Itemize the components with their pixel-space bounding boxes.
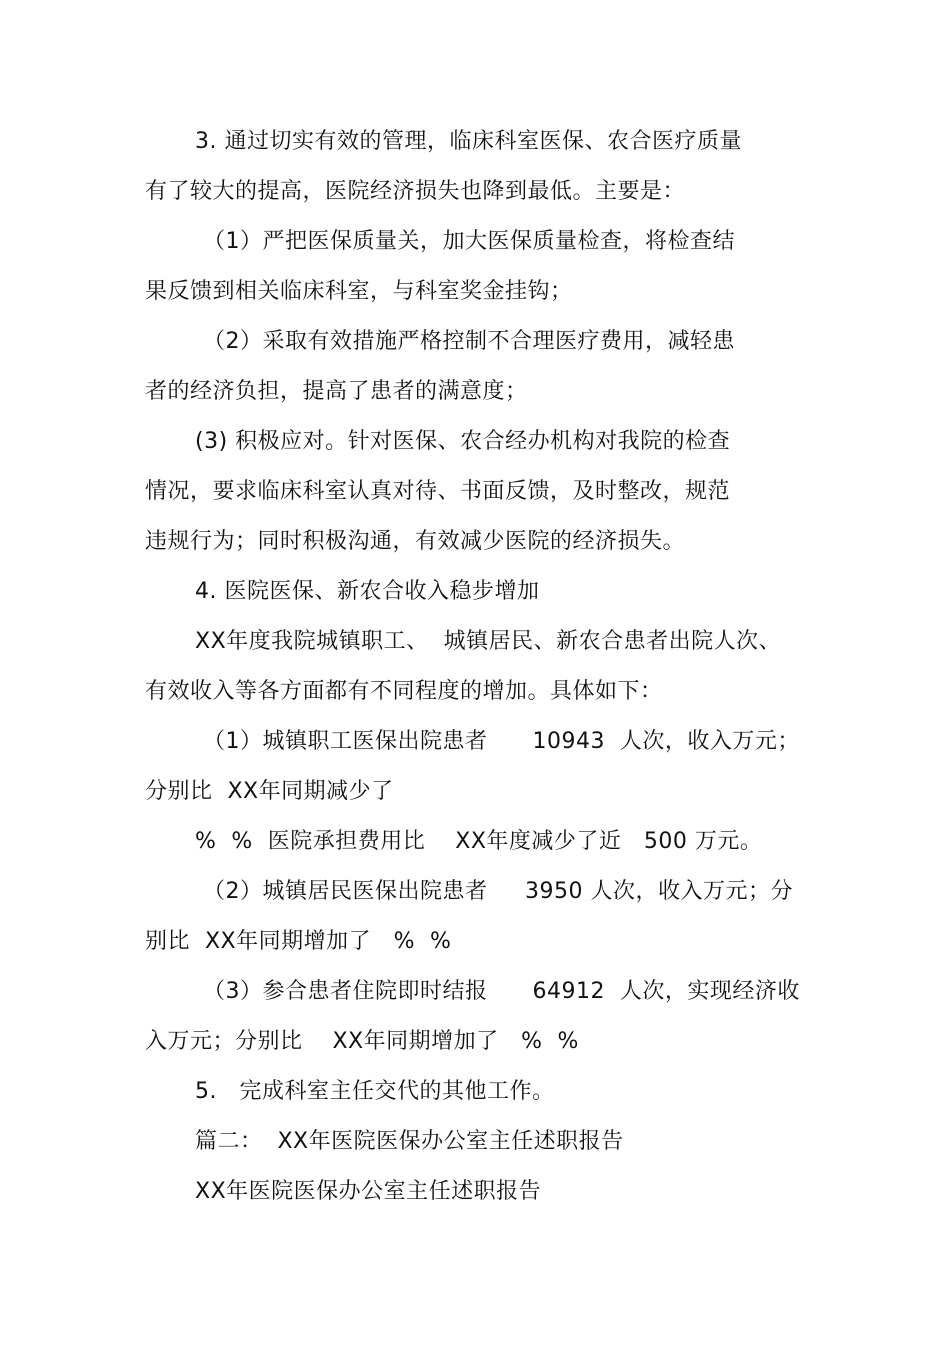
text-line-8: 情况，要求临床科室认真对待、书面反馈，及时整改，规范 — [145, 479, 731, 504]
text-line-7: (3) 积极应对。针对医保、农合经办机构对我院的检查 — [195, 429, 731, 454]
text-line-11: XX年度我院城镇职工、 城镇居民、新农合患者出院人次、 — [195, 629, 782, 654]
text-line-5: （2）采取有效措施严格控制不合理医疗费用，减轻患 — [203, 329, 735, 354]
text-line-2: 有了较大的提高，医院经济损失也降到最低。主要是： — [145, 179, 686, 204]
text-line-14: 分别比 XX年同期减少了 — [145, 779, 394, 804]
text-line-12: 有效收入等各方面都有不同程度的增加。具体如下： — [145, 679, 663, 704]
text-line-1: 3. 通过切实有效的管理，临床科室医保、农合医疗质量 — [195, 129, 742, 154]
text-line-18: （3）参合患者住院即时结报 64912 人次，实现经济收 — [203, 979, 800, 1004]
text-line-20: 5. 完成科室主任交代的其他工作。 — [195, 1079, 555, 1104]
text-line-17: 别比 XX年同期增加了 % % — [145, 929, 452, 954]
text-line-4: 果反馈到相关临床科室，与科室奖金挂钩； — [145, 279, 573, 304]
text-line-3: （1）严把医保质量关，加大医保质量检查，将检查结 — [203, 229, 735, 254]
text-line-22: XX年医院医保办公室主任述职报告 — [195, 1179, 542, 1204]
text-line-15: % % 医院承担费用比 XX年度减少了近 500 万元。 — [195, 829, 763, 854]
text-line-21: 篇二： XX年医院医保办公室主任述职报告 — [195, 1129, 624, 1154]
text-line-16: （2）城镇居民医保出院患者 3950 人次，收入万元；分 — [203, 879, 793, 904]
text-line-13: （1）城镇职工医保出院患者 10943 人次，收入万元； — [203, 729, 800, 754]
text-line-19: 入万元；分别比 XX年同期增加了 % % — [145, 1029, 579, 1054]
text-line-6: 者的经济负担，提高了患者的满意度； — [145, 379, 528, 404]
text-line-10: 4. 医院医保、新农合收入稳步增加 — [195, 579, 540, 604]
text-line-9: 违规行为；同时积极沟通，有效减少医院的经济损失。 — [145, 529, 686, 554]
